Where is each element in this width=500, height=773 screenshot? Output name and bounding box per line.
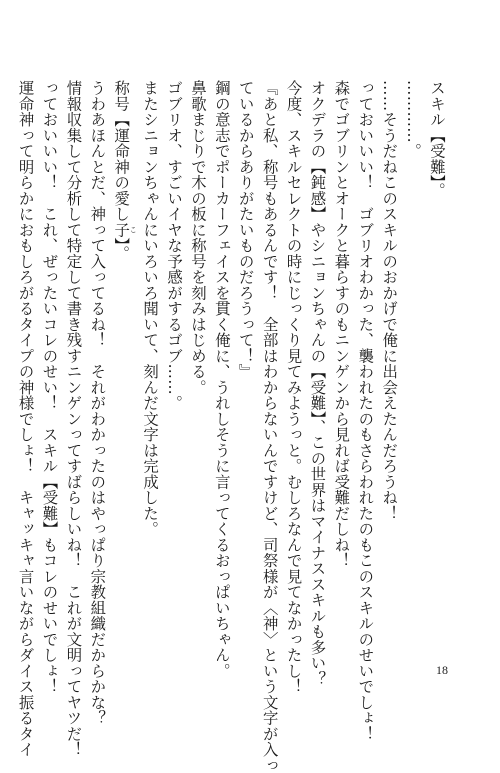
text-line: 『あと私、称号もあるんです！ 全部はわからないんですけど、司祭様が〈神〉という文字が入っ (260, 80, 279, 773)
text-line: 今度、スキルセレクトの時にじっくり見てみようっと。むしろなんで見てなかったし！ (284, 80, 303, 695)
text-line: 鼻歌まじりで木の板に称号を刻みはじめる。 (188, 80, 207, 395)
text-line: 森でゴブリンとオークと暮らすのもニンゲンから見れば受難だしね！ (332, 80, 351, 569)
text-line-with-ruby: 称号【運命神の愛し子 こ】。 (112, 80, 138, 262)
text-line: 鋼の意志でポーカーフェイスを貫く俺に、うれしそうに言ってくるおっぱいちゃん。 (212, 80, 231, 679)
text-line: オクデラの【鈍感】やシニョンちゃんの【受難】、この世界はマイナススキルも多い？ (308, 80, 327, 687)
text-line: スキル【受難】。 (428, 80, 446, 199)
text-line: 運命神って明らかにおもしろがるタイプの神様でしょ！ キャッキャ言いながらダイス振るタイ (16, 80, 35, 758)
page-number: 18 (436, 663, 448, 677)
text-line: 情報収集して分析して特定して書き残すニンゲンってすばらしいね！ これが文明ってヤツだ！ (64, 80, 83, 758)
text-line: ゴブリオ、すごいイヤな予感がするゴブ……。 (165, 80, 184, 411)
text-line: うわあほんとだ、神って入ってるね！ それがわかったのはやっぱり宗教組織だからかな？ (88, 80, 107, 726)
text-line: …………。 (404, 80, 423, 159)
text-line: ……そうだねこのスキルのおかげで俺に出会えたんだろうね！ (380, 80, 399, 521)
ruby-base: 子 (112, 221, 131, 238)
text-line: っておいいい！ ゴブリオわかった、襲われたのもさらわれたのもこのスキルのせいでしょ！ (356, 80, 375, 742)
text-line: っておいいい！ これ、ぜったいコレのせい！ スキル【受難】もコレのせいでしょ！ (40, 80, 59, 695)
text-line: またシニョンちゃんにいろいろ聞いて、刻んだ文字は完成した。 (141, 80, 160, 537)
text-line: ているからありがたいものだろうって！』 (236, 80, 255, 380)
ruby-annotation (112, 221, 138, 238)
ruby-reading: こ (129, 221, 138, 238)
